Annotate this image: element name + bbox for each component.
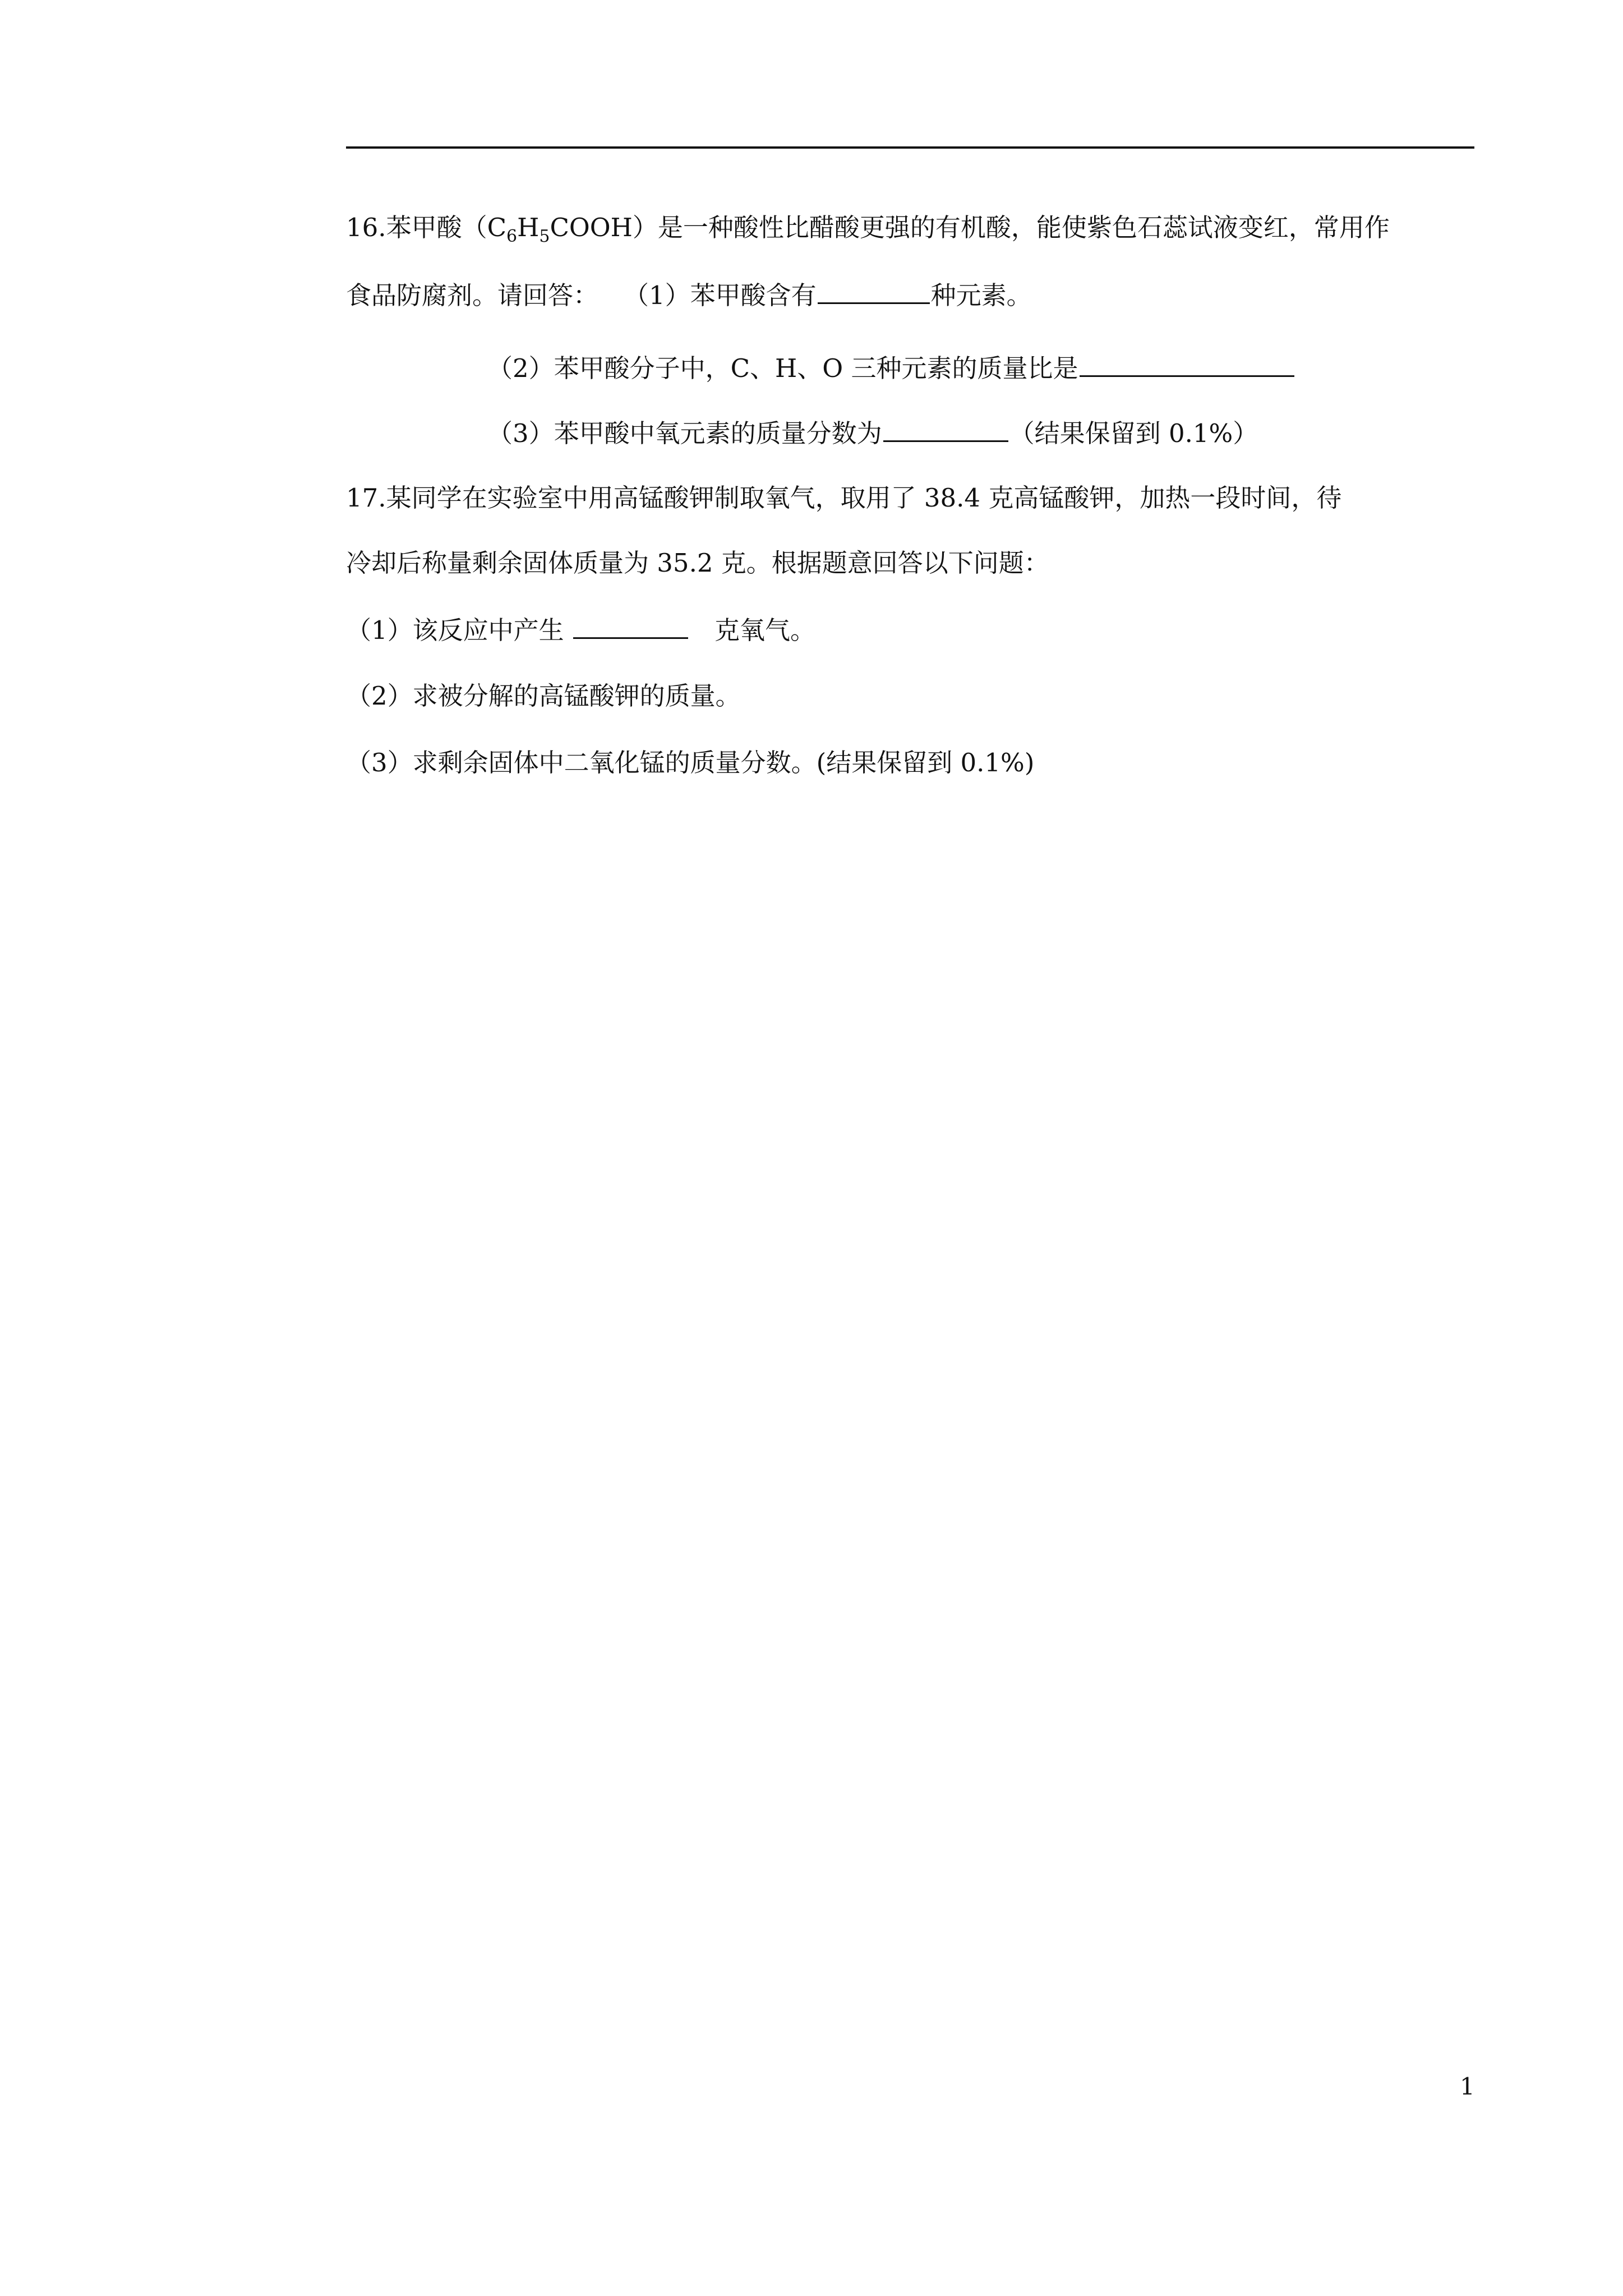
header-rule (346, 146, 1474, 149)
q16-part-3 (487, 416, 1258, 450)
q17-part-2: （2）求被分解的高锰酸钾的质量。 (346, 681, 741, 711)
q16-line-2 (346, 278, 1032, 312)
q17-line-1: 17.某同学在实验室中用高锰酸钾制取氧气，取用了 38.4 克高锰酸钾，加热一段时间，待 (346, 483, 1342, 513)
q16-part-2 (487, 351, 1295, 385)
q17-blank-oxygen-mass[interactable] (573, 613, 688, 639)
q16-blank-element-count[interactable] (818, 278, 930, 304)
q17-part-3: （3）求剩余固体中二氧化锰的质量分数。(结果保留到 0.1%) (346, 748, 1035, 777)
q16-blank-mass-ratio[interactable] (1080, 351, 1294, 377)
q16-line1-post: COOH）是一种酸性比醋酸更强的有机酸，能使紫色石蕊试液变红，常用作 (550, 213, 1390, 242)
q16-sub-5: 5 (539, 227, 550, 246)
page-number: 1 (1460, 2073, 1475, 2100)
q16-mid-h: H (517, 213, 540, 242)
q16-blank-oxygen-fraction[interactable] (883, 416, 1008, 442)
q17-part1-pre: （1）该反应中产生 (346, 615, 572, 645)
q17-line-2: 冷却后称量剩余固体质量为 35.2 克。根据题意回答以下问题： (346, 548, 1049, 578)
q16-part3-post: （结果保留到 0.1%） (1009, 418, 1258, 448)
q16-line-1 (346, 211, 1390, 254)
q16-part3-pre: （3）苯甲酸中氧元素的质量分数为 (487, 418, 882, 448)
q16-line2-pre: 食品防腐剂。请回答： （1）苯甲酸含有 (346, 280, 817, 310)
q17-part1-post: 克氧气。 (689, 615, 815, 645)
q16-line1-pre: 16.苯甲酸（C (346, 213, 506, 242)
q17-part-1 (346, 613, 815, 647)
q16-sub-6: 6 (506, 227, 518, 246)
q16-line2-post: 种元素。 (930, 280, 1032, 310)
q16-part2-text: （2）苯甲酸分子中，C、H、O 三种元素的质量比是 (487, 353, 1078, 383)
